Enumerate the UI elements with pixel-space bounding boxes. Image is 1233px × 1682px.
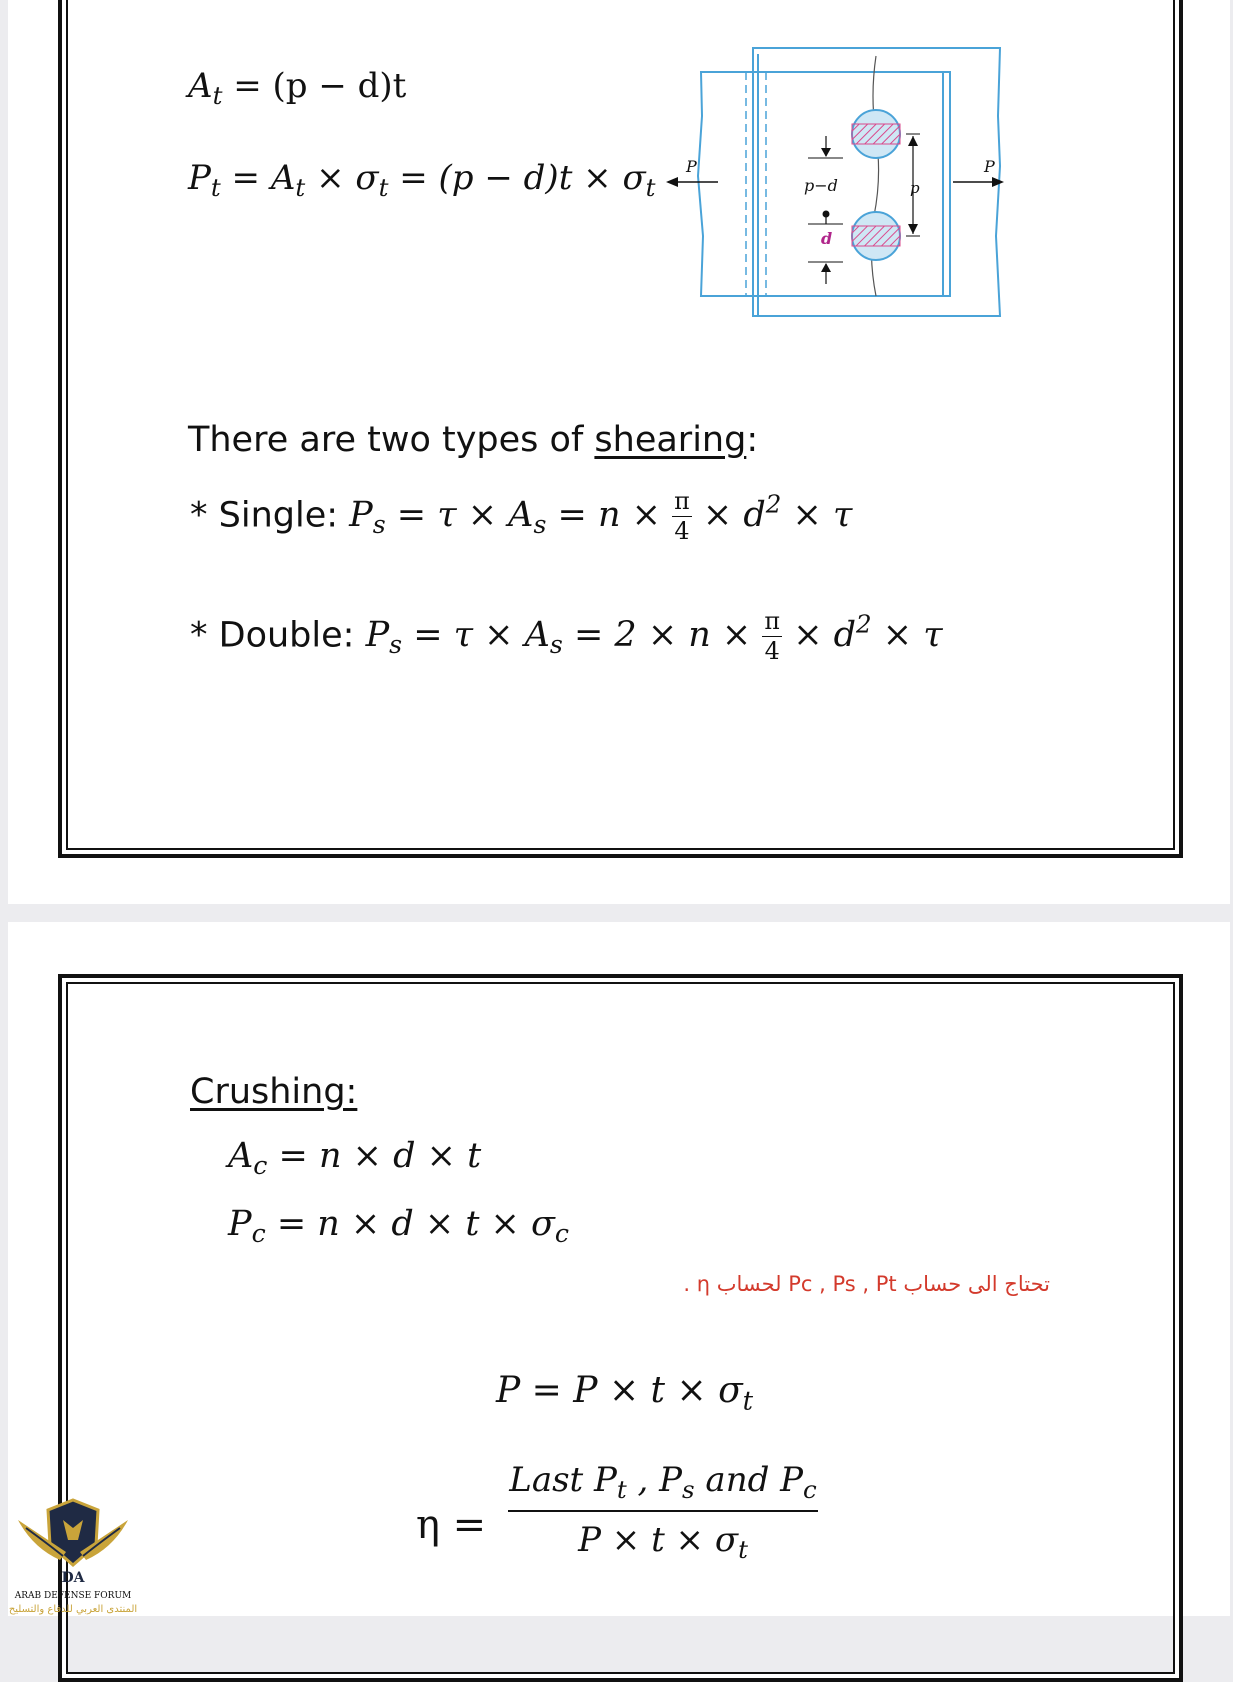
equation-At: $A_t = (p - d)t$ (188, 66, 407, 110)
riveted-joint-diagram (658, 36, 1018, 336)
double-shear-equation: * Double: $P_s = \tau \times A_s = 2 \times n$ × $\frac{\pi}{4}$ × $d^2 \times \tau$ (190, 607, 943, 665)
crushing-title: Crushing: (190, 1072, 358, 1112)
equation-P: $P = P \times t \times \sigma_t$ (496, 1370, 754, 1417)
equation-Pt: $P_t = A_t \times \sigma_t = (p - d)t \times \sigma_t$ (188, 158, 656, 202)
load-label-right: P (984, 157, 995, 176)
diameter-label: d (821, 229, 833, 248)
shearing-intro: There are two types of shearing: (188, 420, 759, 460)
svg-text:المنتدى العربي للدفاع والتسليح: المنتدى العربي للدفاع والتسليح (8, 1604, 138, 1615)
equation-Pc: $P_c = n \times d \times t \times \sigma_c$ (228, 1204, 570, 1249)
efficiency-eta: η = (416, 1502, 487, 1548)
efficiency-denominator: $P \times t \times \sigma_t$ (578, 1519, 748, 1564)
single-shear-equation: * Single: $P_s = \tau \times A_s = n$ × $\frac{\pi}{4}$ × $d^2 \times \tau$ (190, 487, 853, 545)
arabic-note: تحتاج الى حساب Pc , Ps , Pt لحساب η . (683, 1272, 1050, 1296)
page-2 (8, 922, 1230, 1616)
arab-defense-forum-watermark (8, 1470, 138, 1616)
svg-text:DA: DA (61, 1570, 85, 1586)
page-1 (8, 0, 1230, 904)
efficiency-fraction (508, 1460, 818, 1564)
equation-Ac: $A_c = n \times d \times t$ (228, 1136, 482, 1181)
efficiency-numerator: Last $P_t$ , $P_s$ and $P_c$ (509, 1460, 817, 1504)
pitch-minus-diameter-label: p−d (804, 176, 838, 195)
pitch-label: p (910, 179, 920, 197)
eagle-shield-logo-icon (8, 1470, 138, 1616)
load-label-left: P (686, 157, 697, 176)
svg-text:ARAB DEFENSE FORUM: ARAB DEFENSE FORUM (14, 1591, 132, 1601)
fraction-bar (508, 1510, 818, 1512)
